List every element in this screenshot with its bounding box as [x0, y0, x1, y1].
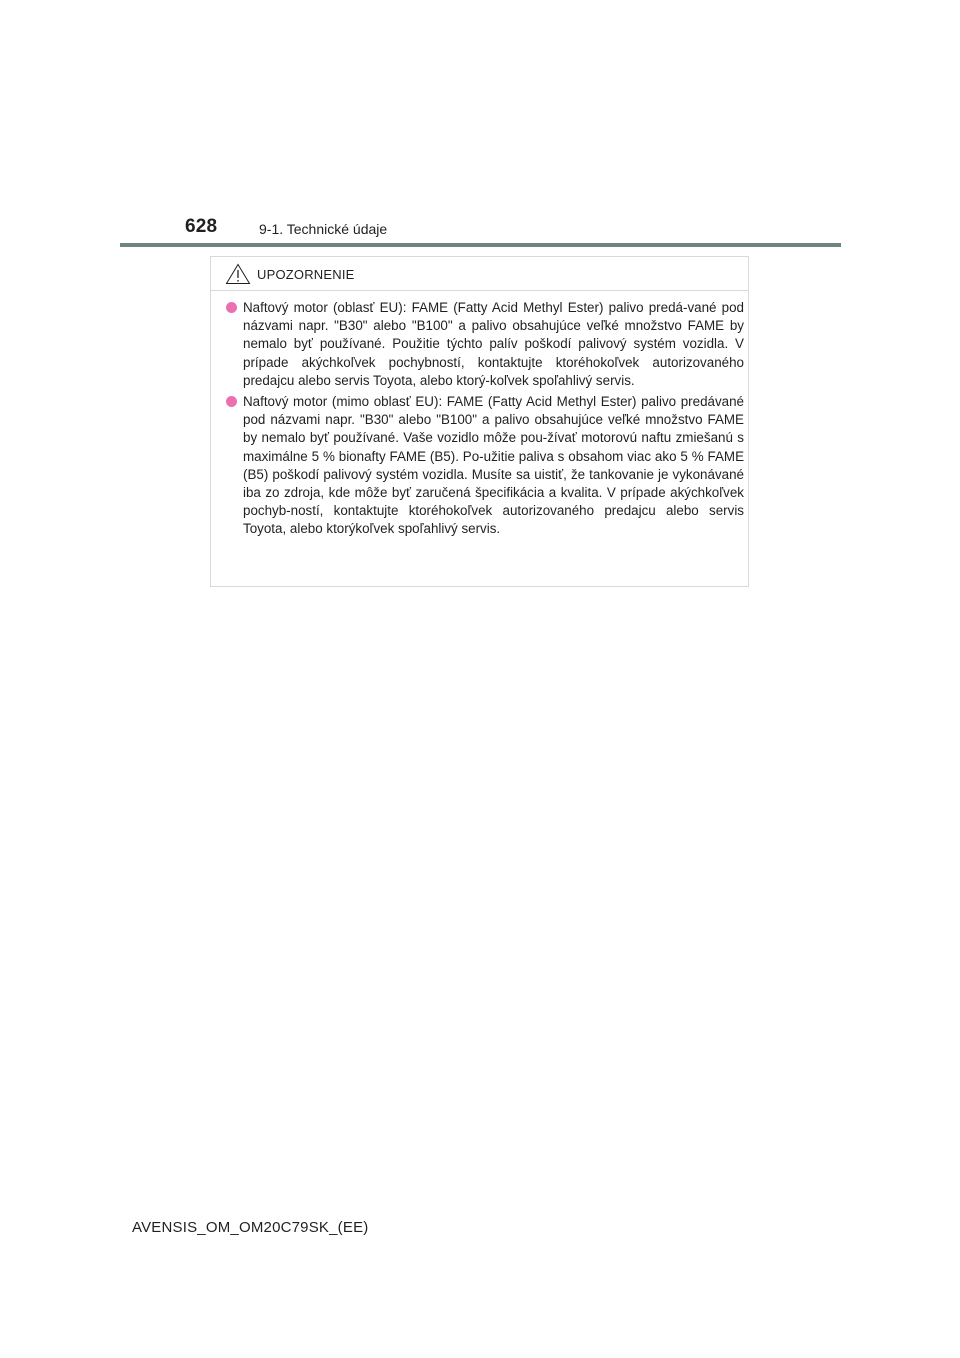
list-item: [225, 393, 744, 539]
document-code: AVENSIS_OM_OM20C79SK_(EE): [132, 1219, 369, 1236]
section-title: 9-1. Technické údaje: [259, 221, 388, 237]
header-divider: [120, 243, 841, 247]
page-number: 628: [185, 216, 218, 237]
warning-list: [225, 299, 744, 542]
warning-header-separator: [211, 290, 748, 291]
bullet-dot-icon: [226, 396, 237, 407]
list-item-text: Naftový motor (mimo oblasť EU): FAME (Fatty Acid Methyl Ester) palivo predávané pod názvami napr. "B30" alebo "B100" a palivo obsahujúce veľké množstvo FAME by nemalo byť používané. Vaše vozidlo môže pou-žívať motorovú naftu zmiešanú s maximálne 5 % bionafty FAME (B5). Po-užitie paliva s obsahom viac ako 5 % FAME (B5) poškodí palivový systém vozidla. Musíte sa uistiť, že tankovanie je vykonávané iba zo zdroja, kde môže byť zaručená špecifikácia a kvalita. V prípade akýchkoľvek pochyb-ností, kontaktujte ktoréhokoľvek autorizovaného predajcu alebo servis Toyota, alebo ktorýkoľvek spoľahlivý servis.: [243, 394, 744, 537]
warning-triangle-icon: [225, 263, 251, 285]
list-item-text: Naftový motor (oblasť EU): FAME (Fatty Acid Methyl Ester) palivo predá-vané pod názvami napr. "B30" alebo "B100" a palivo obsahujúce veľké množstvo FAME by nemalo byť používané. Použitie týchto palív poškodí palivový systém vozidla. V prípade akýchkoľvek pochybností, kontaktujte ktoréhokoľvek autorizovaného predajcu alebo servis Toyota, alebo ktorý-koľvek spoľahlivý servis.: [243, 300, 744, 388]
list-item: [225, 299, 744, 390]
warning-box: [210, 256, 749, 587]
warning-title: UPOZORNENIE: [257, 266, 355, 282]
warning-header: [225, 263, 355, 285]
bullet-dot-icon: [226, 302, 237, 313]
